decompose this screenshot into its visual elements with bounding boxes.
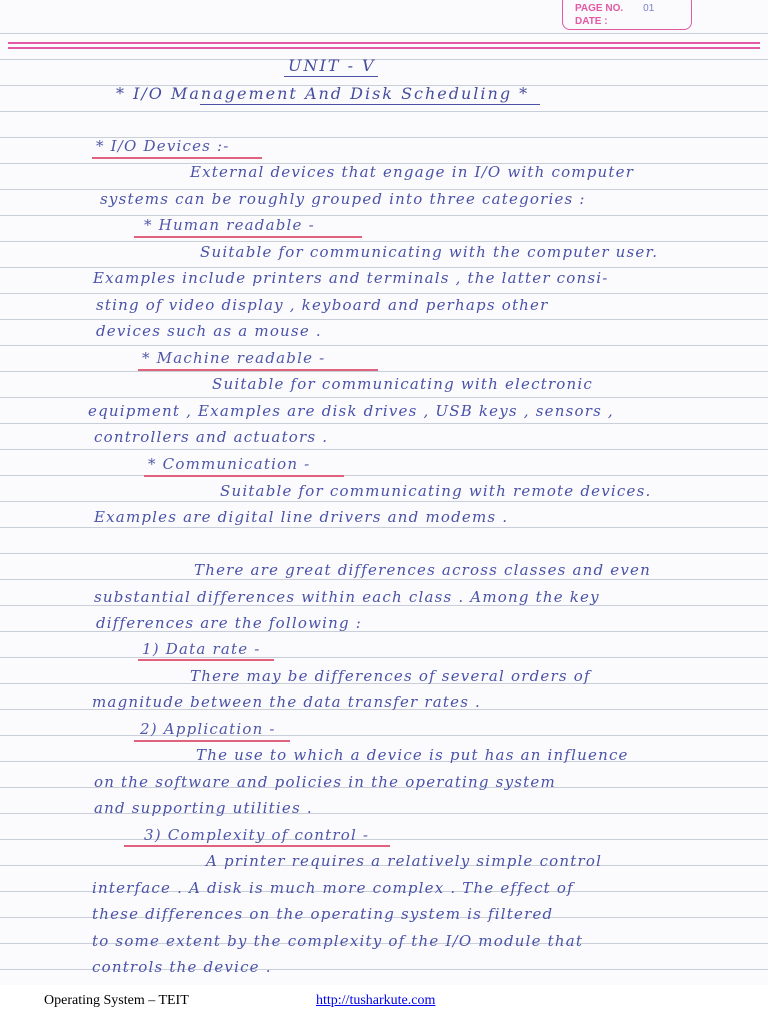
complexity-line-5: controls the device . — [92, 958, 272, 976]
application-underline — [134, 740, 290, 742]
human-readable-underline — [134, 236, 362, 238]
communication-line-1: Suitable for communicating with remote devices. — [220, 482, 652, 500]
application-heading: 2) Application - — [140, 720, 276, 738]
differences-line-3: differences are the following : — [96, 614, 363, 632]
main-title: * I/O Management And Disk Scheduling * — [116, 84, 530, 103]
human-readable-line-2: Examples include printers and terminals , the latter consi- — [93, 269, 609, 287]
differences-line-1: There are great differences across classes and even — [194, 561, 651, 579]
page-no-value: 01 — [643, 3, 655, 14]
footer — [0, 985, 768, 1024]
page-number-box — [562, 0, 692, 30]
section-heading: * I/O Devices :- — [96, 137, 230, 155]
footer-text: Operating System – TEIT — [44, 993, 189, 1008]
human-readable-line-3: sting of video display , keyboard and perhaps other — [96, 296, 549, 314]
machine-readable-heading: * Machine readable - — [142, 349, 326, 367]
intro-line-1: External devices that engage in I/O with computer — [190, 163, 635, 181]
human-readable-heading: * Human readable - — [144, 216, 315, 234]
data-rate-heading: 1) Data rate - — [142, 640, 261, 658]
intro-line-2: systems can be roughly grouped into three categories : — [100, 190, 586, 208]
data-rate-line-1: There may be differences of several orders of — [190, 667, 591, 685]
differences-line-2: substantial differences within each class . Among the key — [94, 588, 600, 606]
machine-readable-line-3: controllers and actuators . — [94, 428, 329, 446]
communication-line-2: Examples are digital line drivers and modems . — [94, 508, 509, 526]
section-heading-underline — [92, 157, 262, 159]
data-rate-underline — [138, 659, 274, 661]
complexity-line-2: interface . A disk is much more complex . The effect of — [92, 879, 574, 897]
human-readable-line-1: Suitable for communicating with the computer user. — [200, 243, 659, 261]
data-rate-line-2: magnitude between the data transfer rates . — [92, 693, 482, 711]
unit-title: UNIT - V — [288, 56, 376, 75]
application-line-3: and supporting utilities . — [94, 799, 313, 817]
complexity-line-3: these differences on the operating system is filtered — [92, 905, 554, 923]
machine-readable-line-2: equipment , Examples are disk drives , USB keys , sensors , — [88, 402, 614, 420]
complexity-line-1: A printer requires a relatively simple control — [206, 852, 603, 870]
application-line-2: on the software and policies in the operating system — [94, 773, 556, 791]
date-label: DATE : — [575, 16, 608, 27]
header-rule — [8, 42, 760, 44]
communication-heading: * Communication - — [148, 455, 311, 473]
application-line-1: The use to which a device is put has an influence — [196, 746, 629, 764]
machine-readable-underline — [138, 369, 378, 371]
communication-underline — [144, 475, 344, 477]
main-title-underline — [200, 104, 540, 105]
unit-title-underline — [284, 76, 378, 77]
complexity-heading: 3) Complexity of control - — [144, 826, 370, 844]
page-no-label: PAGE NO. — [575, 3, 624, 14]
human-readable-line-4: devices such as a mouse . — [96, 322, 322, 340]
complexity-underline — [124, 845, 390, 847]
machine-readable-line-1: Suitable for communicating with electronic — [212, 375, 594, 393]
footer-link[interactable]: http://tusharkute.com — [316, 993, 436, 1008]
header-rule-secondary — [8, 47, 760, 49]
complexity-line-4: to some extent by the complexity of the I/O module that — [92, 932, 584, 950]
